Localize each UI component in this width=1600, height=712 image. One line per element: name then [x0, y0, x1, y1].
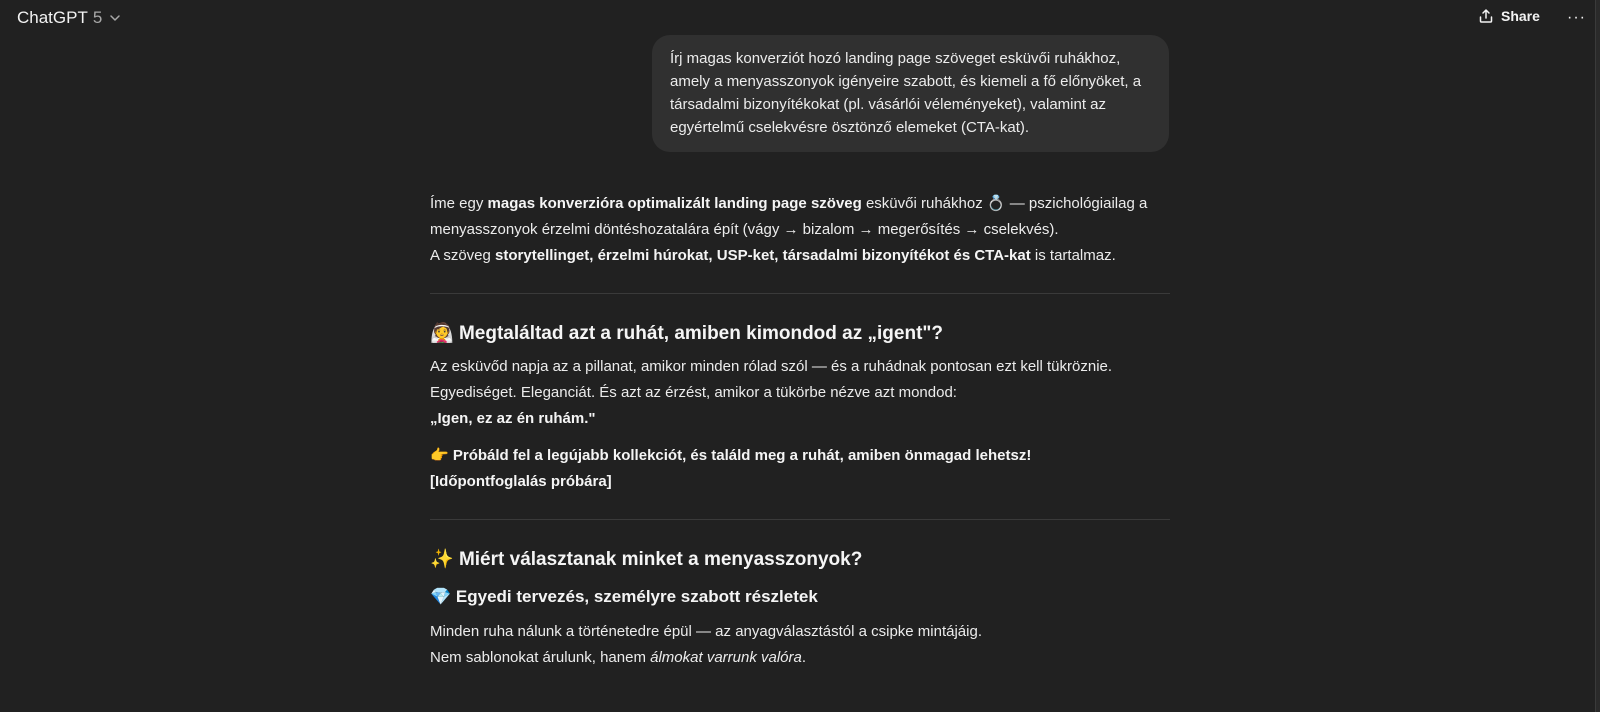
user-message-bubble [652, 35, 1169, 152]
bold-text: storytellinget, érzelmi húrokat, USP-ket, társadalmi bizonyítékot és CTA-kat [495, 247, 1031, 264]
gem-icon: 💎 [430, 587, 452, 607]
heading-text: Miért választanak minket a menyasszonyok? [453, 549, 863, 570]
section-2-line-2 [430, 645, 1170, 671]
text: is tartalmaz. [1030, 247, 1116, 264]
section-1-cta [430, 442, 1170, 469]
text: — pszichológiailag a menyasszonyok érzelmi döntéshozatalára épít (vágy → bizalom → megerősítés → cselekvés). [430, 195, 1148, 238]
share-icon [1478, 8, 1494, 24]
model-switcher[interactable] [17, 8, 121, 28]
model-version: 5 [92, 8, 103, 27]
intro-paragraph-1 [430, 190, 1170, 243]
chevron-down-icon [109, 12, 121, 24]
pointing-hand-icon: 👉 [430, 446, 449, 464]
section-1-cta-link [430, 469, 1170, 495]
divider [430, 519, 1170, 520]
more-icon: ··· [1567, 9, 1586, 26]
section-2-heading [430, 545, 1170, 574]
text: Íme egy [430, 195, 488, 212]
scrollbar[interactable] [1595, 0, 1600, 712]
heading-text: Megtaláltad azt a ruhát, amiben kimondod az „igent"? [453, 323, 944, 344]
text: esküvői ruhákhoz [861, 195, 987, 212]
section-1-line-2: Egyediséget. Eleganciát. És azt az érzést, amikor a tükörbe nézve azt mondod: [430, 384, 957, 401]
top-bar [0, 0, 1596, 38]
italic-text: álmokat varrunk valóra [650, 649, 802, 666]
cta-text: Próbáld fel a legújabb kollekciót, és találd meg a ruhát, amiben önmagad lehetsz! [448, 447, 1032, 464]
text: Nem sablonokat árulunk, hanem [430, 649, 651, 666]
user-message-text: Írj magas konverziót hozó landing page szöveget esküvői ruhákhoz, amely a menyasszonyok igényeire szabott, és kiemeli a fő előnyöket, a társadalmi bizonyítékokat (pl. vásárlói véleményeket), valamint az egyértelmű cselekvésre ösztönző elemeket (CTA-kat). [670, 50, 1142, 136]
text: A szöveg [430, 247, 496, 264]
more-options-button[interactable] [1567, 8, 1586, 28]
bold-text: magas konverzióra optimalizált landing page szöveg [487, 195, 862, 212]
booking-link: [Időpontfoglalás próbára] [430, 473, 612, 490]
share-label: Share [1501, 8, 1540, 24]
subheading-text: Egyedi tervezés, személyre szabott részletek [451, 587, 818, 606]
divider [430, 293, 1170, 294]
section-1-line-1: Az esküvőd napja az a pillanat, amikor minden rólad szól — és a ruhádnak pontosan ezt kell tükröznie. [430, 358, 1113, 375]
section-2-subheading [430, 584, 1170, 610]
section-1-line-3 [430, 406, 1170, 432]
intro-paragraph-2 [430, 243, 1170, 269]
section-2-line-1: Minden ruha nálunk a történetedre épül — az anyagválasztástól a csipke mintájáig. [430, 623, 982, 640]
ring-icon: 💍 [986, 194, 1006, 212]
text: . [801, 649, 807, 666]
bride-icon: 👰 [430, 322, 454, 344]
model-name: ChatGPT [17, 8, 88, 27]
assistant-message [430, 190, 1170, 671]
bold-quote: „Igen, ez az én ruhám." [430, 410, 596, 427]
share-button[interactable] [1478, 8, 1540, 24]
sparkles-icon: ✨ [430, 548, 454, 570]
section-1-heading [430, 319, 1170, 348]
